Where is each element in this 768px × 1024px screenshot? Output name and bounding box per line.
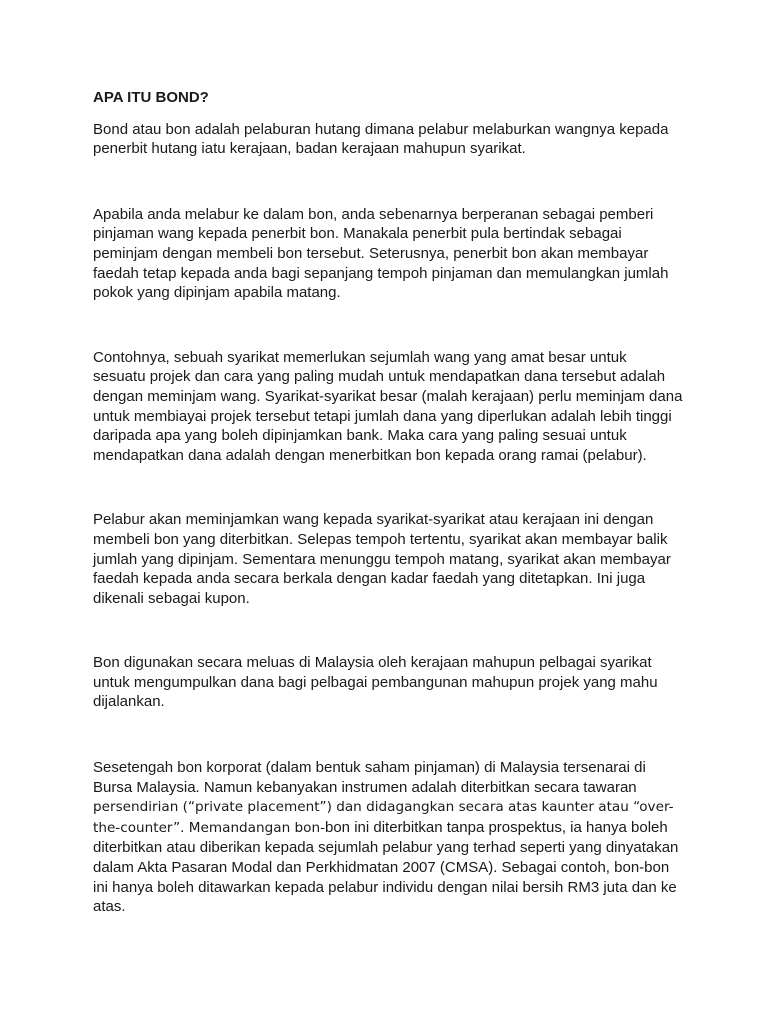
paragraph-6 [93, 758, 683, 917]
paragraph-1: Bond atau bon adalah pelaburan hutang dimana pelabur melaburkan wangnya kepada penerbit hutang iatu kerajaan, badan kerajaan mahupun syarikat. [93, 120, 669, 158]
paragraph-3: Contohnya, sebuah syarikat memerlukan sejumlah wang yang amat besar untuk sesuatu projek dan cara yang paling mudah untuk mendapatkan dana tersebut adalah dengan meminjam wang. Syarikat-syarikat besar (malah kerajaan) perlu meminjam dana untuk membiayai projek tersebut tetapi jumlah dana yang diperlukan adalah lebih tinggi daripada apa yang boleh dipinjamkan bank. Maka cara yang paling sesuai untuk mendapatkan dana adalah dengan menerbitkan bon kepada orang ramai (pelabur). [93, 348, 683, 464]
paragraph-6-part-3: bon ini diterbitkan tanpa prospektus, ia hanya boleh diterbitkan atau diberikan kepada sejumlah pelabur yang terhad seperti yang dinyatakan dalam Akta Pasaran Modal dan Perkhidmatan 2007 (CMSA). Sebagai contoh, bon-bon ini hanya boleh ditawarkan kepada pelabur individu dengan nilai bersih RM3 juta dan ke atas. [93, 818, 679, 916]
paragraph-5: Bon digunakan secara meluas di Malaysia oleh kerajaan mahupun pelbagai syarikat untuk mengumpulkan dana bagi pelbagai pembangunan mahupun projek yang mahu dijalankan. [93, 654, 658, 711]
document-title: APA ITU BOND? [93, 89, 209, 106]
paragraph-6-part-1: Sesetengah bon korporat (dalam bentuk saham pinjaman) di Malaysia tersenarai di Bursa Malaysia. Namun kebanyakan instrumen adalah diterbitkan secara tawaran [93, 759, 646, 796]
paragraph-2: Apabila anda melabur ke dalam bon, anda sebenarnya berperanan sebagai pemberi pinjaman wang kepada penerbit bon. Manakala penerbit pula bertindak sebagai peminjam dengan membeli bon tersebut. Seterusnya, penerbit bon akan membayar faedah tetap kepada anda bagi sepanjang tempoh pinjaman dan memulangkan jumlah pokok yang dipinjam apabila matang. [93, 205, 669, 302]
paragraph-6-part-2: persendirian (“private placement”) dan didagangkan secara atas kaunter atau “over-the-counter”. Memandangan bon- [93, 799, 674, 836]
document-body [93, 88, 683, 917]
paragraph-4: Pelabur akan meminjamkan wang kepada syarikat-syarikat atau kerajaan ini dengan membeli bon yang diterbitkan. Selepas tempoh tertentu, syarikat akan membayar balik jumlah yang dipinjam. Sementara menunggu tempoh matang, syarikat akan membayar faedah kepada anda secara berkala dengan kadar faedah yang ditetapkan. Ini juga dikenali sebagai kupon. [93, 511, 671, 607]
